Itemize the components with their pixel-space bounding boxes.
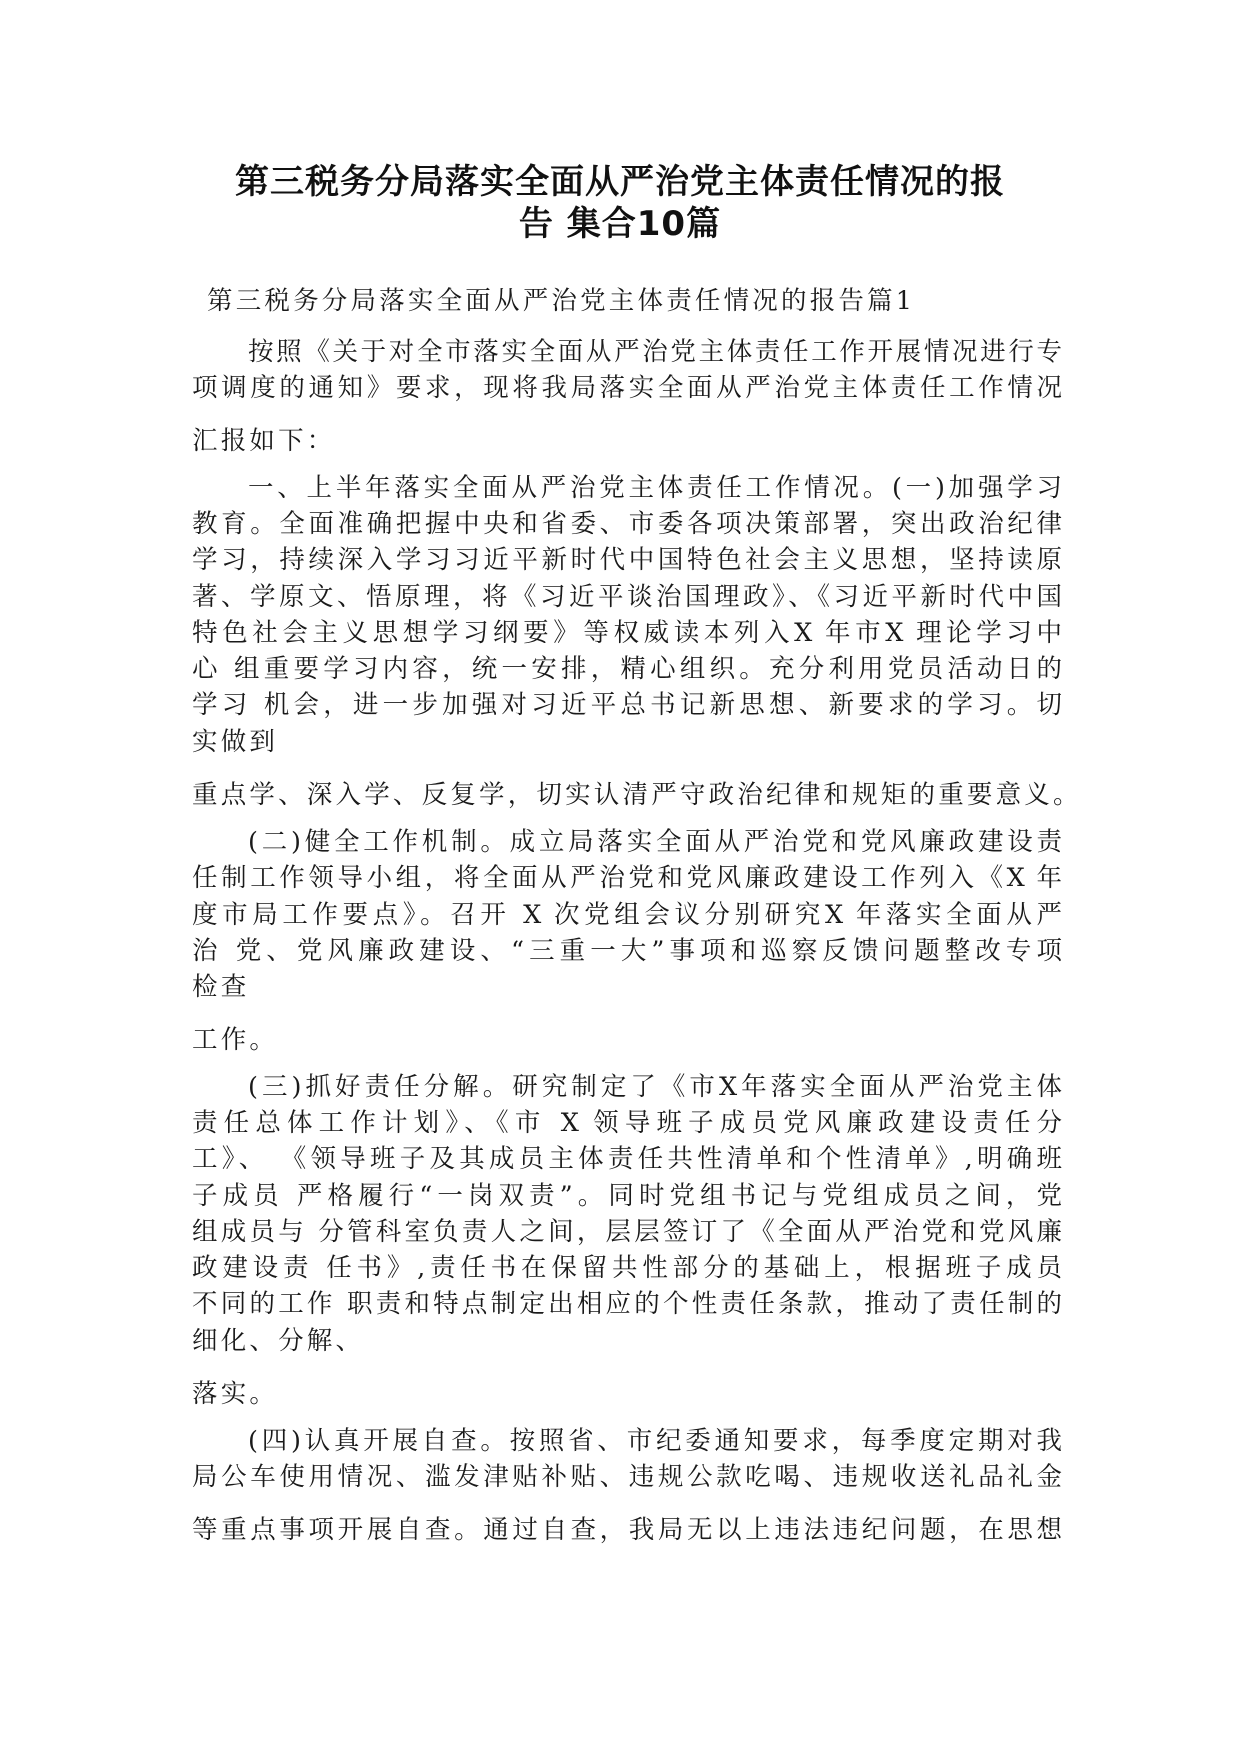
section-heading: 第三税务分局落实全面从严治党主体责任情况的报告篇1 [207,286,916,316]
paragraph-line: 实做到 [192,727,279,757]
paragraph-line: 按照《关于对全市落实全面从严治党主体责任工作开展情况进行专 [248,337,1062,367]
paragraph-line: 责任总体工作计划》、《市 X 领导班子成员党风廉政建设责任分 [192,1108,1062,1138]
paragraph-line: 任制工作领导小组，将全面从严治党和党风廉政建设工作列入《X 年 [192,863,1062,893]
paragraph-line: 汇报如下： [192,426,336,456]
paragraph-line: 子成员 严格履行“一岗双责”。同时党组书记与党组成员之间，党 [192,1181,1062,1211]
paragraph-line: 细化、分解、 [192,1326,365,1356]
paragraph-line: 工作。 [192,1025,279,1055]
paragraph-line: 特色社会主义思想学习纲要》等权威读本列入X 年市X 理论学习中 [192,618,1062,648]
paragraph-line: 工》、 《领导班子及其成员主体责任共性清单和个性清单》,明确班 [192,1144,1062,1174]
paragraph-line: 教育。全面准确把握中央和省委、市委各项决策部署，突出政治纪律 [192,509,1062,539]
paragraph-line: 学习 机会，进一步加强对习近平总书记新思想、新要求的学习。切 [192,690,1062,720]
paragraph-line: 度市局工作要点》。召开 X 次党组会议分别研究X 年落实全面从严 [192,900,1062,930]
paragraph-line: 落实。 [192,1379,279,1409]
paragraph-line: 项调度的通知》要求，现将我局落实全面从严治党主体责任工作情况 [192,373,1062,403]
paragraph-line: (二)健全工作机制。成立局落实全面从严治党和党风廉政建设责 [248,827,1062,857]
paragraph-line: 组成员与 分管科室负责人之间，层层签订了《全面从严治党和党风廉 [192,1217,1062,1247]
paragraph-line: 一、上半年落实全面从严治党主体责任工作情况。(一)加强学习 [248,473,1062,503]
document-title-line-1: 第三税务分局落实全面从严治党主体责任情况的报 [235,162,1005,202]
paragraph-line: (三)抓好责任分解。研究制定了《市X年落实全面从严治党主体 [248,1072,1062,1102]
paragraph-line: 不同的工作 职责和特点制定出相应的个性责任条款，推动了责任制的 [192,1289,1062,1319]
paragraph-line: 局公车使用情况、滥发津贴补贴、违规公款吃喝、违规收送礼品礼金 [192,1462,1062,1492]
paragraph-line: (四)认真开展自查。按照省、市纪委通知要求，每季度定期对我 [248,1426,1062,1456]
paragraph-line: 心 组重要学习内容，统一安排，精心组织。充分利用党员活动日的 [192,654,1062,684]
paragraph-line: 治 党、党风廉政建设、“三重一大”事项和巡察反馈问题整改专项 [192,936,1062,966]
paragraph-line: 检查 [192,972,250,1002]
paragraph-line: 重点学、深入学、反复学，切实认清严守政治纪律和规矩的重要意义。 [192,780,1082,810]
paragraph-line: 政建设责 任书》,责任书在保留共性部分的基础上，根据班子成员 [192,1253,1062,1283]
paragraph-line: 学习，持续深入学习习近平新时代中国特色社会主义思想，坚持读原 [192,545,1062,575]
paragraph-line: 等重点事项开展自查。通过自查，我局无以上违法违纪问题，在思想 [192,1515,1062,1545]
document-title-line-2: 告 集合10篇 [518,204,722,244]
paragraph-line: 著、学原文、悟原理，将《习近平谈治国理政》、《习近平新时代中国 [192,582,1062,612]
